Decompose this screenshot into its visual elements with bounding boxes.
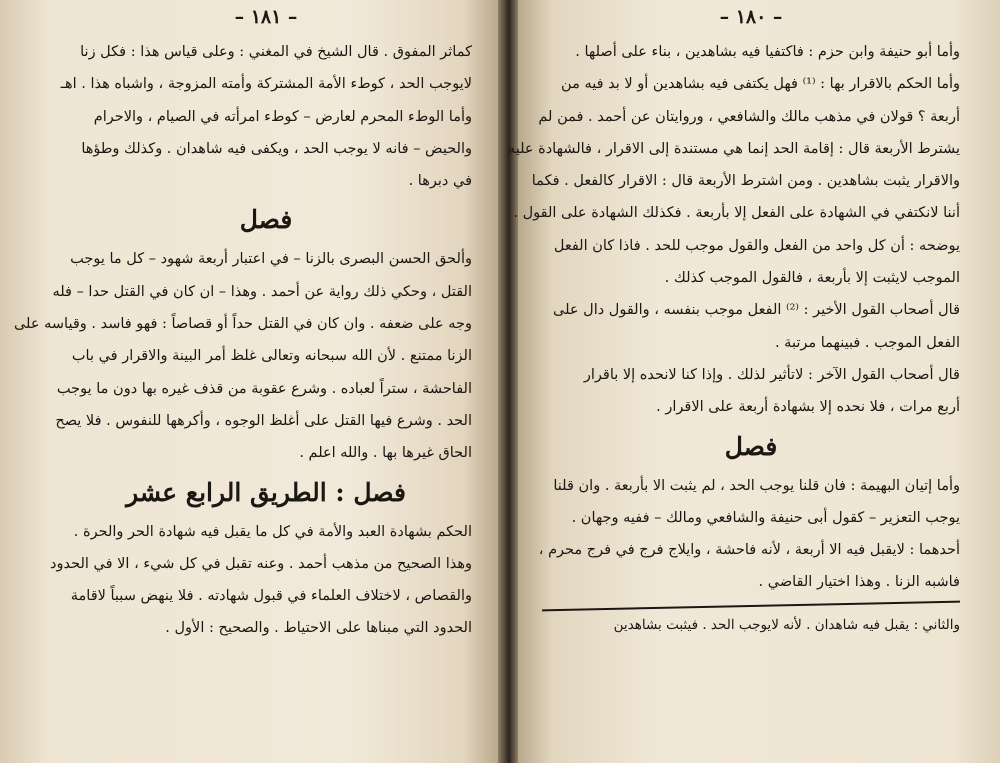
text-line: الحدود التي مبناها على الاحتياط . والصحيح : الأول . <box>165 620 472 637</box>
book-gutter <box>498 0 518 763</box>
text-line: قال أصحاب القول الأخير : ⁽²⁾ الفعل موجب بنفسه ، والقول دال على <box>553 302 960 319</box>
page-number: – ١٨١ – <box>234 6 298 28</box>
right-page <box>507 0 1000 763</box>
text-line: والثاني : يقبل فيه شاهدان . لأنه لايوجب الحد . فيثبت بشاهدين <box>613 616 960 633</box>
text-line: وأما الحكم بالاقرار بها : ⁽¹⁾ فهل يكتفى فيه بشاهدين أو لا بد فيه من <box>561 76 960 93</box>
text-line: الحاق غيرها بها . والله اعلم . <box>299 445 472 462</box>
text-line: وهذا الصحيح من مذهب أحمد . وعنه تقبل في كل شيء ، الا في الحدود <box>50 555 472 572</box>
text-line: في دبرها . <box>408 173 472 190</box>
paragraph-block <box>507 36 960 424</box>
text-line: الزنا ممتنع . لأن الله سبحانه وتعالى غلظ أمر البينة والاقرار في باب <box>71 348 472 365</box>
text-line: يوضحه : أن كل واحد من الفعل والقول موجب للحد . فاذا كان الفعل <box>553 237 960 254</box>
text-line: الحكم بشهادة العبد والأمة في كل ما يقبل فيه شهادة الحر والحرة . <box>73 523 472 540</box>
text-line: والحيض – فانه لا يوجب الحد ، ويكفى فيه شاهدان . وكذلك وطؤها <box>81 140 472 157</box>
text-line: يشترط الأربعة قال : إقامة الحد إنما هي مستندة إلى الاقرار ، فالشهادة عليه <box>507 140 960 157</box>
text-line: وجه على ضعفه . وان كان في القتل حداً أو قصاصاً : فهو فاسد . وقياسه على <box>13 316 472 333</box>
text-line: القتل ، وحكي ذلك رواية عن أحمد . وهذا – ان كان في القتل حدا – فله <box>52 283 472 300</box>
text-line: والقصاص ، لاختلاف العلماء في قبول شهادته . فلا ينهض سبباً لاقامة <box>70 588 472 605</box>
text-line: الفعل الموجب . فبينهما مرتبة . <box>774 334 960 351</box>
text-line: لايوجب الحد ، كوطء الأمة المشتركة وأمته المزوجة ، واشباه هذا . اهـ <box>60 76 472 93</box>
left-page <box>0 0 498 763</box>
text-line: وأما أبو حنيفة وابن حزم : فاكتفيا فيه بشاهدين ، بناء على أصلها . <box>575 44 960 60</box>
section-heading: فصل : الطريق الرابع عشر <box>126 477 406 507</box>
text-line: كماثر المفوق . قال الشيخ في المغني : وعلى قياس هذا : فكل زنا <box>80 44 472 60</box>
text-line: الموجب لايثبت إلا بأربعة ، فالقول الموجب كذلك . <box>664 270 960 287</box>
paragraph-block <box>50 516 472 645</box>
text-line: أربعة ؟ قولان في مذهب مالك والشافعي ، وروايتان عن أحمد . فمن لم <box>538 108 960 125</box>
page-number: – ١٨٠ – <box>719 6 783 28</box>
text-line: يوجب التعزير – كقول أبى حنيفة والشافعي ومالك – ففيه وجهان . <box>571 509 960 526</box>
paragraph-block <box>60 36 472 197</box>
text-line: أننا لانكتفي في الشهادة على الفعل إلا بأربعة . فكذلك الشهادة على القول . <box>513 205 960 222</box>
text-line: الفاحشة ، ستراً لعباده . وشرع عقوبة من قذف غيره بها دون ما يوجب <box>56 380 472 397</box>
text-line: وأما الوطء المحرم لعارض – كوطء امرأته في الصيام ، والاحرام <box>93 108 472 125</box>
text-line: أحدهما : لايقبل فيه الا أربعة ، لأنه فاحشة ، وايلاج فرج في فرج محرم ، <box>538 542 960 559</box>
text-line: قال أصحاب القول الآخر : لاتأثير لذلك . وإذا كنا لانحده إلا باقرار <box>583 366 960 383</box>
text-line: وألحق الحسن البصرى بالزنا – في اعتبار أربعة شهود – كل ما يوجب <box>70 251 472 268</box>
paragraph-block <box>13 243 472 469</box>
text-line: والاقرار يثبت بشاهدين . ومن اشترط الأربعة قال : الاقرار كالفعل . فكما <box>531 173 960 190</box>
text-line: فاشبه الزنا . وهذا اختيار القاضي . <box>758 574 960 591</box>
text-line: وأما إتيان البهيمة : فان قلنا يوجب الحد ، لم يثبت الا بأربعة . وان قلنا <box>553 477 960 494</box>
section-heading: فصل <box>239 205 293 235</box>
paragraph-block <box>538 470 960 641</box>
text-line: أربع مرات ، فلا نحده إلا بشهادة أربعة على الاقرار . <box>656 399 960 416</box>
section-heading: فصل <box>724 431 778 461</box>
text-line: الحد . وشرع فيها القتل على أغلظ الوجوه ، وأكرهها للنفوس . فلا يصح <box>55 412 472 429</box>
